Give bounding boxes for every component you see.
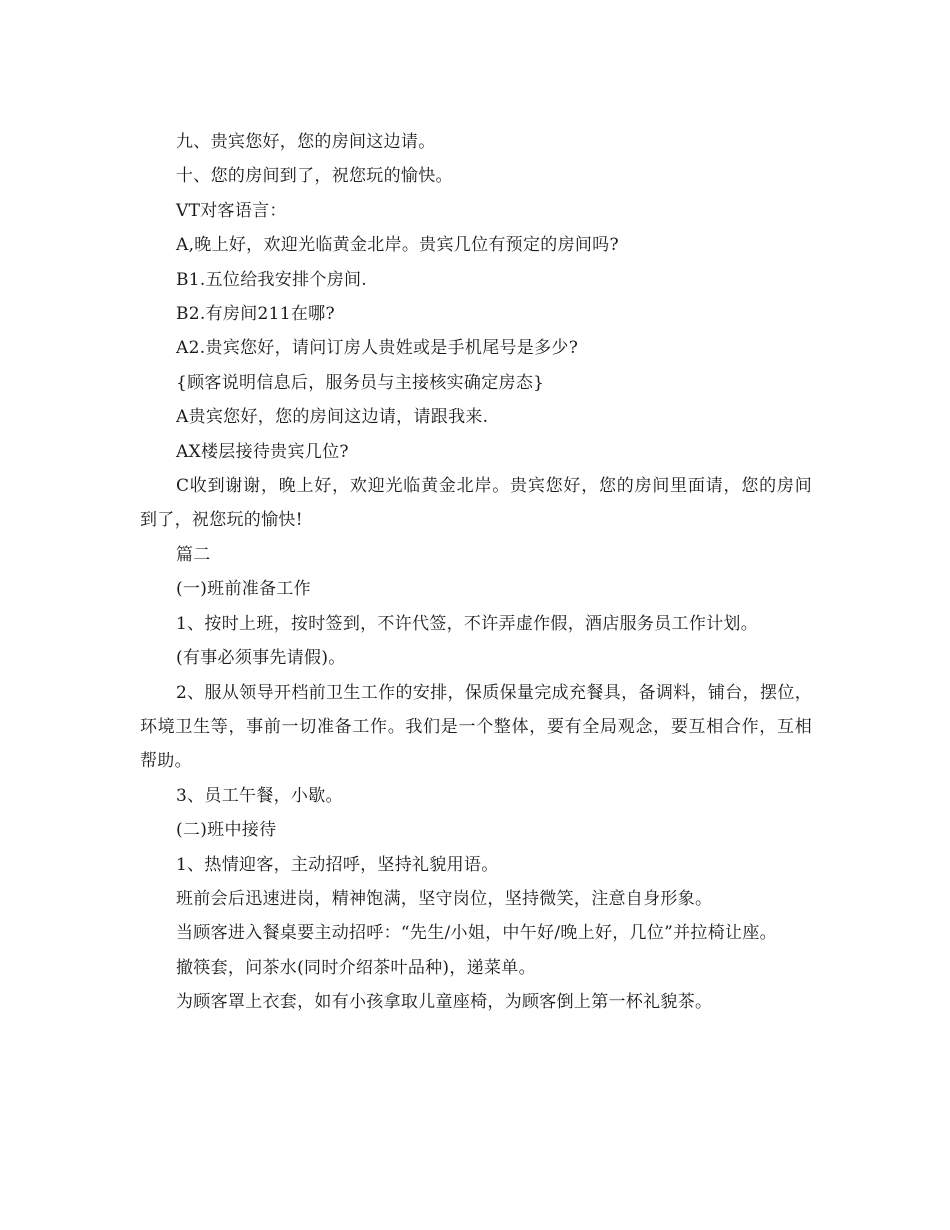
paragraph-16: 2、服从领导开档前卫生工作的安排，保质保量完成充餐具，备调料，铺台，摆位，环境卫生等，事前一切准备工作。我们是一个整体，要有全局观念，要互相合作，互相帮助。 [140,682,812,772]
paragraph-8: {顾客说明信息后，服务员与主接核实确定房态} [176,372,545,393]
paragraph-20: 班前会后迅速进岗，精神饱满，坚守岗位，坚持微笑，注意自身形象。 [176,888,713,909]
paragraph-10: AX楼层接待贵宾几位? [176,441,349,462]
section-heading-part-two: 篇二 [176,544,211,565]
paragraph-9: A贵宾您好，您的房间这边请，请跟我来. [176,407,489,428]
subsection-heading-1: (一)班前准备工作 [176,579,311,600]
paragraph-17: 3、员工午餐，小歇。 [176,785,343,806]
paragraph-1: 九、贵宾您好，您的房间这边请。 [176,132,436,152]
paragraph-22: 撤筷套，问茶水(同时介绍茶叶品种)，递菜单。 [176,957,536,978]
paragraph-19: 1、热情迎客，主动招呼，坚持礼貌用语。 [176,854,499,875]
paragraph-14: 1、按时上班，按时签到，不许代签，不许弄虚作假，酒店服务员工作计划。 [176,613,759,634]
paragraph-2: 十、您的房间到了，祝您玩的愉快。 [176,166,453,187]
paragraph-3: VT对客语言： [176,200,287,221]
paragraph-15: (有事必须事先请假)。 [176,648,346,669]
paragraph-21: 当顾客进入餐桌要主动招呼：“先生/小姐，中午好/晚上好，几位”并拉椅让座。 [176,923,777,944]
paragraph-23: 为顾客罩上衣套，如有小孩拿取儿童座椅，为顾客倒上第一杯礼貌茶。 [176,992,713,1013]
paragraph-6: B2.有房间211在哪? [176,304,335,325]
document-body [140,125,812,1020]
paragraph-4: A,晚上好，欢迎光临黄金北岸。贵宾几位有预定的房间吗? [176,235,619,256]
paragraph-7: A2.贵宾您好，请问订房人贵姓或是手机尾号是多少? [176,338,579,359]
paragraph-11: C收到谢谢，晚上好，欢迎光临黄金北岸。贵宾您好，您的房间里面请，您的房间到了，祝您玩的愉快! [140,476,812,531]
paragraph-5: B1.五位给我安排个房间. [176,269,368,290]
subsection-heading-2: (二)班中接待 [176,820,277,841]
